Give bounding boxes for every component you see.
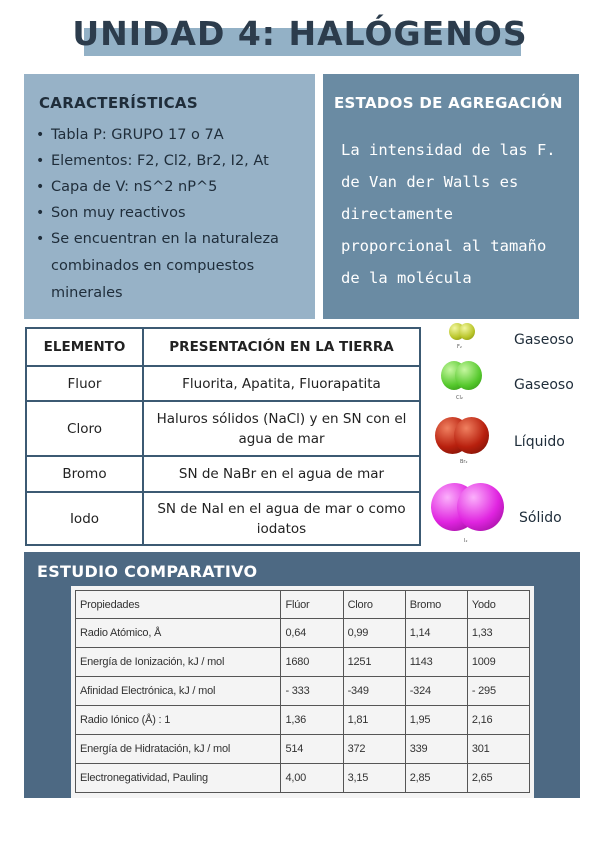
atom [457, 483, 504, 531]
table-cell: 0,99 [343, 619, 405, 648]
table-cell: SN de NaBr en el agua de mar [143, 456, 420, 492]
table-cell: Haluros sólidos (NaCl) y en SN con el agua de mar [143, 401, 420, 456]
table-cell: Radio Atómico, Å [76, 619, 281, 648]
table-row [26, 366, 420, 401]
column-header: Bromo [405, 591, 467, 619]
table-cell: 1680 [281, 648, 343, 677]
table-cell: Cloro [26, 401, 143, 456]
table-cell: -349 [343, 677, 405, 706]
table-row [76, 677, 530, 706]
column-header: Propiedades [76, 591, 281, 619]
table-cell: Iodo [26, 492, 143, 545]
column-header: Cloro [343, 591, 405, 619]
table-row [76, 706, 530, 735]
caracteristicas-box [24, 74, 315, 319]
caracteristicas-list [36, 122, 311, 307]
table-cell: 1,36 [281, 706, 343, 735]
table-row [76, 648, 530, 677]
table-cell: 1,81 [343, 706, 405, 735]
list-item: • Tabla P: GRUPO 17 o 7A [36, 127, 224, 143]
atom [454, 417, 489, 454]
list-item: • Capa de V: nS^2 nP^5 [36, 179, 218, 195]
table-cell: 3,15 [343, 764, 405, 793]
chlorine-molecule [441, 361, 482, 391]
molecules-panel [426, 322, 510, 550]
state-label-cloro: Gaseoso [514, 377, 574, 393]
caracteristicas-heading: CARACTERÍSTICAS [39, 94, 198, 112]
table-cell: 339 [405, 735, 467, 764]
page-title: UNIDAD 4: HALÓGENOS [72, 14, 528, 53]
table-cell: SN de NaI en el agua de mar o como iodatos [143, 492, 420, 545]
list-item: • Elementos: F2, Cl2, Br2, I2, At [36, 153, 269, 169]
atom [459, 323, 475, 340]
table-cell: 1143 [405, 648, 467, 677]
estudio-heading: ESTUDIO COMPARATIVO [37, 562, 258, 581]
table-cell: 514 [281, 735, 343, 764]
state-label-bromo: Líquido [514, 434, 565, 450]
molecule-label: I₂ [464, 538, 468, 544]
column-header: Flúor [281, 591, 343, 619]
table-header-row [76, 591, 530, 619]
table-cell: 301 [467, 735, 529, 764]
table-cell: 1,14 [405, 619, 467, 648]
table-cell: 2,65 [467, 764, 529, 793]
estados-text: La intensidad de las F. de Van der Walls es directamente proporcional al tamaño de la molécula [341, 141, 556, 287]
table-cell: 1,33 [467, 619, 529, 648]
table-cell: Fluorita, Apatita, Fluorapatita [143, 366, 420, 401]
estados-box [323, 74, 579, 319]
molecule-label: F₂ [457, 344, 462, 350]
table-cell: 2,85 [405, 764, 467, 793]
molecule-label: Br₂ [460, 459, 468, 465]
table-cell: Afinidad Electrónica, kJ / mol [76, 677, 281, 706]
comparative-table-image [71, 586, 534, 798]
table-row [26, 492, 420, 545]
table-cell: 1009 [467, 648, 529, 677]
table-cell: Fluor [26, 366, 143, 401]
table-cell: 1,95 [405, 706, 467, 735]
list-item: • Se encuentran en la naturaleza combinados en compuestos minerales [36, 231, 279, 301]
table-cell: Energía de Ionización, kJ / mol [76, 648, 281, 677]
table-row [76, 735, 530, 764]
table-cell: -324 [405, 677, 467, 706]
fluorine-molecule [449, 323, 475, 340]
table-cell: 1251 [343, 648, 405, 677]
table-row [76, 764, 530, 793]
table-row [26, 401, 420, 456]
column-header: ELEMENTO [26, 328, 143, 366]
table-row [76, 619, 530, 648]
table-cell: - 295 [467, 677, 529, 706]
elementos-table [25, 327, 421, 546]
table-cell: 372 [343, 735, 405, 764]
table-header-row [26, 328, 420, 366]
bromine-molecule [435, 417, 489, 455]
molecule-label: Cl₂ [456, 395, 463, 401]
table-row [26, 456, 420, 492]
table-cell: Bromo [26, 456, 143, 492]
table-cell: Radio Iónico (Å) : 1 [76, 706, 281, 735]
column-header: Yodo [467, 591, 529, 619]
table-cell: 2,16 [467, 706, 529, 735]
iodine-molecule [431, 483, 504, 531]
table-cell: Electronegatividad, Pauling [76, 764, 281, 793]
table-cell: Energía de Hidratación, kJ / mol [76, 735, 281, 764]
comparative-table [75, 590, 530, 793]
atom [455, 361, 482, 390]
table-cell: 0,64 [281, 619, 343, 648]
state-label-iodo: Sólido [519, 510, 562, 526]
estudio-box [24, 552, 580, 798]
list-item: • Son muy reactivos [36, 205, 186, 221]
state-label-fluor: Gaseoso [514, 332, 574, 348]
table-cell: 4,00 [281, 764, 343, 793]
column-header: PRESENTACIÓN EN LA TIERRA [143, 328, 420, 366]
table-cell: - 333 [281, 677, 343, 706]
estados-heading: ESTADOS DE AGREGACIÓN [334, 94, 563, 112]
